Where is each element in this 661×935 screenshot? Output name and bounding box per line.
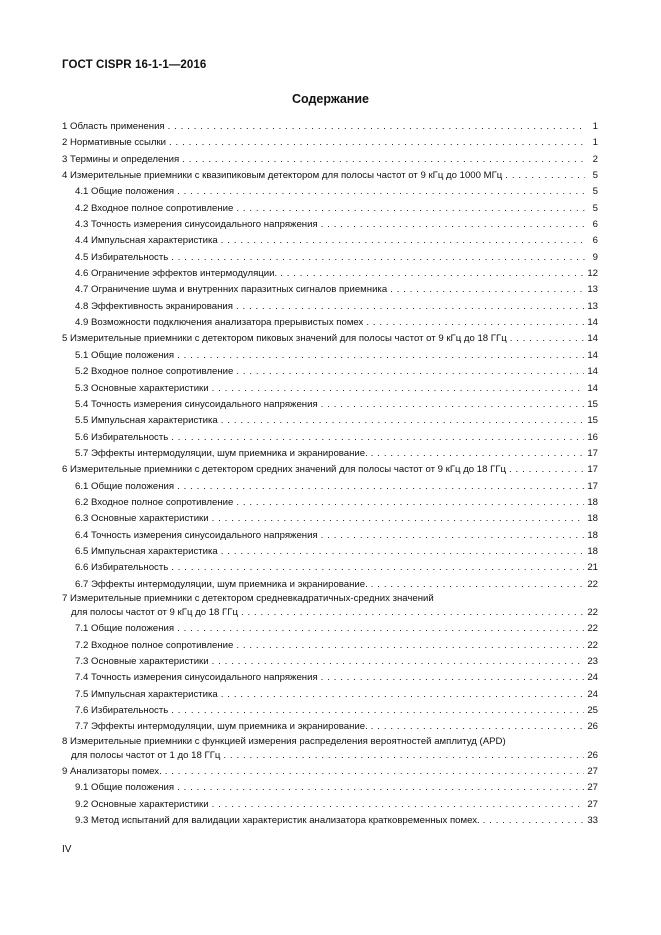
toc-entry[interactable] (62, 479, 598, 495)
dot-leader (505, 168, 585, 184)
toc-entry[interactable] (62, 135, 598, 151)
toc-entry-label: 1 Область применения (62, 121, 165, 132)
toc-entry-page: 26 (587, 749, 598, 761)
dot-leader (177, 621, 584, 637)
toc-entry-label: 4.4 Импульсная характеристика (75, 235, 218, 247)
toc-entry[interactable] (62, 687, 598, 703)
dot-leader (171, 430, 584, 446)
dot-leader (177, 780, 584, 796)
toc-entry-label: для полосы частот от 1 до 18 ГГц (71, 749, 221, 761)
toc-entry[interactable] (62, 152, 598, 168)
toc-entry-page: 18 (587, 513, 598, 525)
toc-entry-label: 5.2 Входное полное сопротивление (75, 366, 234, 378)
dot-leader (371, 577, 585, 593)
toc-entry-label: 4.8 Эффективность экранирования (75, 300, 233, 312)
toc-entry-page: 22 (587, 606, 598, 618)
toc-entry-label: 7.2 Входное полное сопротивление (75, 639, 234, 651)
toc-entry-page: 17 (587, 480, 598, 492)
dot-leader (177, 348, 584, 364)
toc-entry[interactable] (62, 315, 598, 331)
page-number: IV (62, 844, 72, 855)
toc-entry[interactable] (62, 577, 598, 593)
toc-entry-label: 6.7 Эффекты интермодуляции, шум приемника и экранирование. (75, 578, 368, 590)
toc-entry-label: 3 Термины и определения (62, 153, 180, 165)
dot-leader (321, 397, 585, 413)
dot-leader (510, 331, 585, 347)
toc-entry-label: 2 Нормативные ссылки (62, 137, 167, 149)
table-of-contents (62, 119, 598, 829)
toc-entry[interactable] (62, 703, 598, 719)
toc-entry-page: 18 (587, 545, 598, 557)
toc-entry[interactable] (62, 748, 598, 764)
dot-leader (221, 233, 585, 249)
toc-entry[interactable] (62, 560, 598, 576)
toc-entry-page: 21 (587, 562, 598, 574)
toc-entry-page: 14 (587, 382, 598, 394)
toc-entry-label: 7.3 Основные характеристики (75, 656, 209, 667)
dot-leader (171, 250, 585, 266)
toc-entry-label: 4.6 Ограничение эффектов интермодуляции. (75, 268, 278, 280)
dot-leader (390, 282, 584, 298)
toc-entry[interactable] (62, 217, 598, 233)
toc-entry[interactable] (62, 250, 598, 266)
toc-entry-label: 9.3 Метод испытаний для валидации характеристик анализатора кратковременных помех. (75, 815, 480, 827)
toc-entry-label: 4.7 Ограничение шума и внутренних паразитных сигналов приемника (75, 284, 388, 296)
toc-entry-page: 27 (587, 798, 598, 810)
toc-entry-page: 17 (587, 447, 598, 459)
toc-entry[interactable] (62, 168, 598, 184)
toc-entry-label: 6.6 Избирательность (75, 562, 169, 574)
toc-entry-page: 22 (587, 578, 598, 590)
dot-leader (236, 299, 584, 315)
toc-entry-label: 5.6 Избирательность (75, 431, 169, 443)
toc-entry-page: 18 (587, 529, 598, 541)
toc-entry-page: 17 (587, 464, 598, 476)
toc-entry[interactable] (62, 119, 598, 135)
dot-leader (182, 152, 585, 168)
dot-leader (236, 638, 584, 654)
toc-entry-page: 16 (587, 431, 598, 443)
toc-entry[interactable] (62, 430, 598, 446)
toc-entry[interactable] (62, 813, 598, 829)
toc-entry[interactable] (62, 282, 598, 298)
toc-entry-label: 6.4 Точность измерения синусоидального напряжения (75, 529, 318, 541)
dot-leader (366, 315, 584, 331)
toc-entry[interactable] (62, 670, 598, 686)
toc-entry-page: 25 (587, 705, 598, 717)
toc-entry-label: 4.3 Точность измерения синусоидального напряжения (75, 219, 318, 231)
toc-entry-page: 14 (587, 333, 598, 345)
toc-entry-label: 6.2 Входное полное сопротивление (75, 496, 234, 508)
toc-entry-page: 14 (587, 317, 598, 329)
toc-entry-page: 27 (587, 766, 598, 778)
dot-leader (280, 266, 584, 282)
toc-entry-page: 5 (592, 202, 598, 214)
toc-entry-page: 22 (587, 623, 598, 635)
toc-entry-label: 5.7 Эффекты интермодуляции, шум приемника и экранирование. (75, 447, 368, 459)
dot-leader (509, 462, 584, 478)
toc-entry-label: 7.1 Общие положения (75, 623, 175, 635)
toc-entry[interactable] (62, 413, 598, 429)
toc-entry-label: 4 Измерительные приемники с квазипиковым детектором для полосы частот от 9 кГц до 1000 МГц (62, 170, 503, 182)
toc-entry-page: 24 (587, 688, 598, 700)
toc-entry-label: 5.3 Основные характеристики (75, 382, 209, 394)
toc-entry[interactable] (62, 654, 598, 670)
toc-entry[interactable] (62, 528, 598, 544)
toc-entry-page: 15 (587, 415, 598, 427)
toc-entry-label: 6.1 Общие положения (75, 480, 175, 492)
toc-entry-page: 22 (587, 639, 598, 651)
toc-entry[interactable] (62, 331, 598, 347)
standard-designation: ГОСТ CISPR 16-1-1—2016 (62, 59, 207, 71)
dot-leader (168, 119, 585, 135)
toc-entry[interactable] (62, 621, 598, 637)
toc-entry[interactable] (62, 446, 598, 462)
dot-leader (177, 184, 585, 200)
toc-entry[interactable] (62, 719, 598, 735)
toc-entry-page: 23 (587, 656, 598, 667)
toc-entry[interactable] (62, 736, 598, 748)
toc-entry-label: 9.1 Общие положения (75, 782, 175, 794)
toc-entry-page: 6 (592, 235, 598, 247)
toc-entry-label: 4.2 Входное полное сопротивление (75, 202, 234, 214)
dot-leader (221, 413, 585, 429)
toc-entry[interactable] (62, 397, 598, 413)
toc-entry-label: 5.5 Импульсная характеристика (75, 415, 218, 427)
dot-leader (212, 654, 585, 670)
dot-leader (212, 797, 585, 813)
dot-leader (321, 217, 585, 233)
toc-entry-label: 7.4 Точность измерения синусоидального напряжения (75, 672, 318, 684)
toc-entry[interactable] (62, 593, 598, 605)
dot-leader (221, 687, 585, 703)
dot-leader (321, 670, 585, 686)
toc-entry-page: 9 (592, 251, 598, 263)
dot-leader (212, 511, 585, 527)
toc-entry-label: 9 Анализаторы помех. (62, 766, 162, 778)
dot-leader (321, 528, 585, 544)
toc-entry-label: для полосы частот от 9 кГц до 18 ГГц (71, 606, 238, 618)
toc-entry-page: 33 (587, 815, 598, 827)
toc-entry-page: 13 (587, 300, 598, 312)
toc-entry-page: 27 (587, 782, 598, 794)
toc-entry-page: 14 (587, 366, 598, 378)
toc-entry[interactable] (62, 511, 598, 527)
dot-leader (223, 748, 584, 764)
toc-entry[interactable] (62, 364, 598, 380)
toc-entry[interactable] (62, 233, 598, 249)
dot-leader (236, 201, 585, 217)
toc-entry[interactable] (62, 764, 598, 780)
toc-entry-label: 5 Измерительные приемники с детектором пиковых значений для полосы частот от 9 кГц до 18 ГГц (62, 333, 507, 345)
toc-entry-label: 4.9 Возможности подключения анализатора прерывистых помех (75, 317, 364, 329)
dot-leader (371, 719, 585, 735)
toc-entry-label: 7.6 Избирательность (75, 705, 169, 717)
toc-entry[interactable] (62, 797, 598, 813)
toc-entry-label: 7 Измерительные приемники с детектором средневкадратичных-средних значений (62, 592, 434, 604)
toc-entry[interactable] (62, 638, 598, 654)
dot-leader (483, 813, 585, 829)
toc-entry-page: 26 (587, 721, 598, 733)
toc-entry-page: 12 (587, 268, 598, 280)
toc-entry-label: 4.5 Избирательность (75, 251, 169, 263)
toc-entry-label: 7.5 Импульсная характеристика (75, 688, 218, 700)
dot-leader (171, 703, 584, 719)
dot-leader (371, 446, 585, 462)
dot-leader (177, 479, 584, 495)
toc-entry-page: 6 (592, 219, 598, 231)
toc-entry[interactable] (62, 381, 598, 397)
toc-entry-page: 15 (587, 398, 598, 410)
toc-entry-page: 2 (592, 153, 598, 165)
toc-entry[interactable] (62, 544, 598, 560)
toc-entry-label: 4.1 Общие положения (75, 186, 175, 198)
toc-entry-label: 5.1 Общие положения (75, 349, 175, 361)
dot-leader (221, 544, 585, 560)
toc-entry-label: 7.7 Эффекты интермодуляции, шум приемника и экранирование. (75, 721, 368, 733)
toc-entry[interactable] (62, 201, 598, 217)
toc-entry[interactable] (62, 184, 598, 200)
toc-entry-label: 8 Измерительные приемники с функцией измерения распределения вероятностей амплитуд (APD) (62, 735, 506, 747)
dot-leader (212, 381, 585, 397)
toc-entry-page: 14 (587, 349, 598, 361)
page-title: Содержание (291, 92, 369, 106)
toc-entry-page: 13 (587, 284, 598, 296)
toc-entry-label: 6.3 Основные характеристики (75, 513, 209, 525)
toc-entry-label: 5.4 Точность измерения синусоидального напряжения (75, 398, 318, 410)
dot-leader (236, 495, 584, 511)
toc-entry-page: 18 (587, 496, 598, 508)
toc-entry[interactable] (62, 780, 598, 796)
dot-leader (236, 364, 584, 380)
dot-leader (165, 764, 585, 780)
toc-entry[interactable] (62, 495, 598, 511)
dot-leader (171, 560, 584, 576)
dot-leader (241, 605, 584, 621)
toc-entry-label: 6 Измерительные приемники с детектором средних значений для полосы частот от 9 кГц до 18 ГГц (62, 464, 507, 476)
toc-entry[interactable] (62, 299, 598, 315)
toc-entry-page: 1 (592, 137, 598, 149)
toc-entry-page: 5 (592, 186, 598, 198)
toc-entry-label: 6.5 Импульсная характеристика (75, 545, 218, 557)
dot-leader (169, 135, 585, 151)
toc-entry[interactable] (62, 266, 598, 282)
toc-entry[interactable] (62, 462, 598, 478)
toc-entry[interactable] (62, 348, 598, 364)
toc-entry-page: 24 (587, 672, 598, 684)
toc-entry-page: 1 (592, 121, 598, 132)
toc-entry-label: 9.2 Основные характеристики (75, 798, 209, 810)
toc-entry[interactable] (62, 605, 598, 621)
toc-entry-page: 5 (592, 170, 598, 182)
